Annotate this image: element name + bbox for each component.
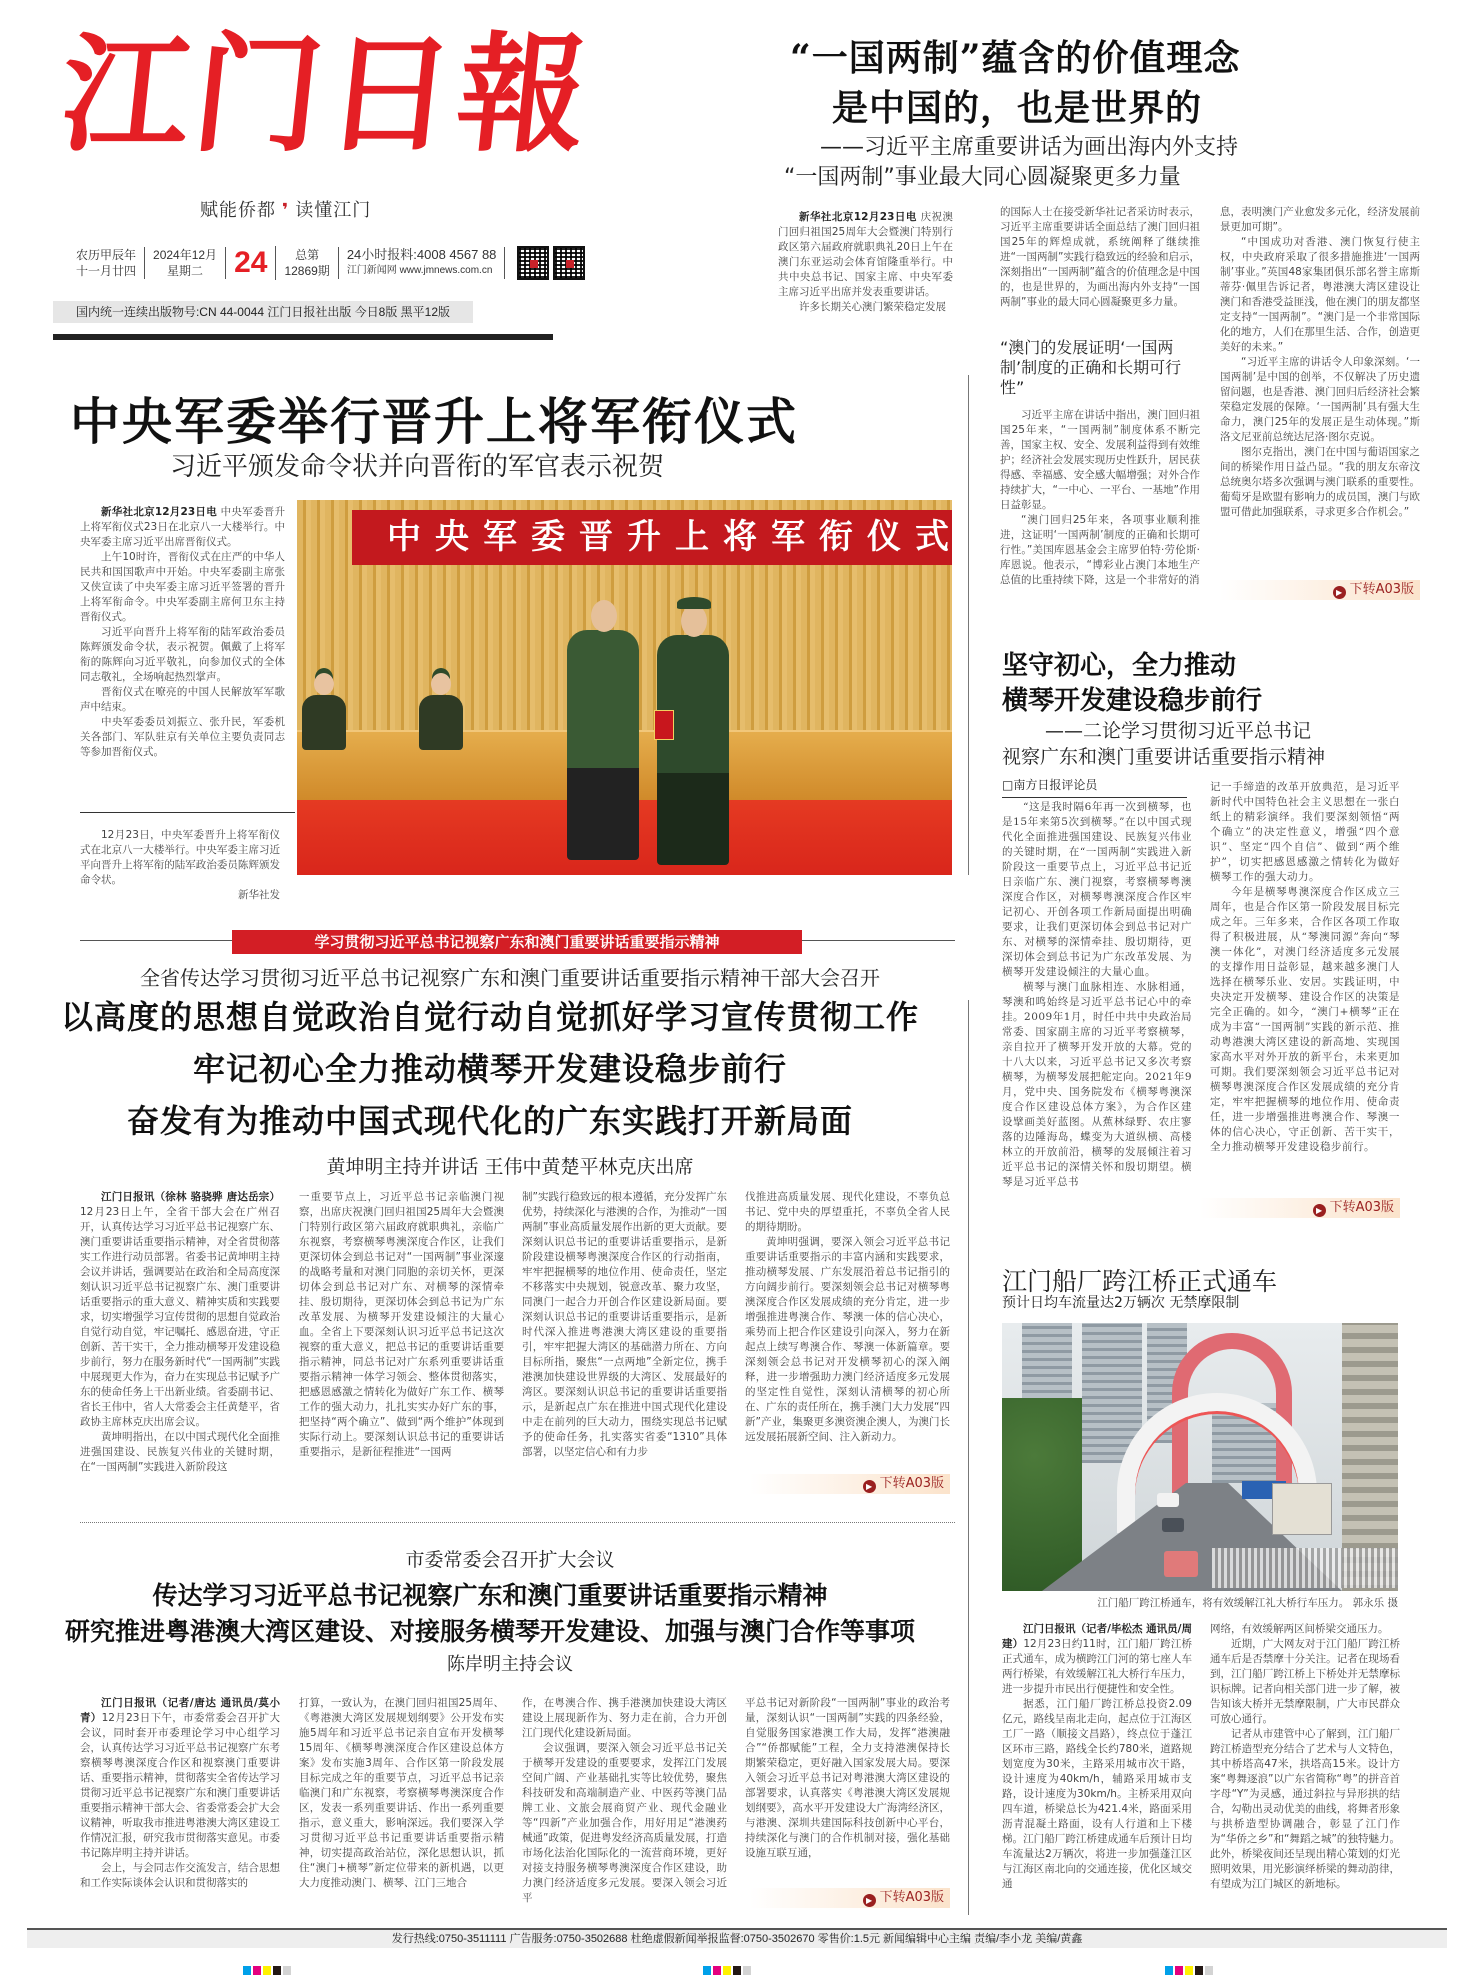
slogan-left: 赋能侨都 [200, 200, 276, 221]
city-pre-headline: 市委常委会召开扩大会议 [405, 1549, 615, 1571]
paragraph [778, 210, 953, 300]
continued-link[interactable] [750, 1888, 950, 1908]
main-headline: 中央军委举行晋升上将军衔仪式 [70, 392, 798, 451]
dateline: 江门日报讯（记者/唐达 通讯员/莫小青） [80, 1697, 280, 1724]
continued-label: 下转A03版 [1349, 582, 1414, 597]
seated-officer [419, 695, 463, 750]
continued-link[interactable] [750, 1474, 950, 1494]
paragraph: 网络，有效缓解两区间桥梁交通压力。 [1210, 1623, 1389, 1635]
contact-info [339, 247, 506, 279]
paragraph: 横琴与澳门血脉相连、水脉相通，琴澳和鸣始终是习近平总书记心中的牵挂。2009年1月，时任中共中央政治局常委、国家副主席的习近平考察横琴，亲自拉开了横琴开发开放的大幕。党的十八大以来，习近平总书记又多次考察横琴，为横琴发展把舵定向。2021年9月，党中央、国务院发布《横琴粤澳深度合作区建设总体方案》，为合作区建设擘画美好蓝图。从蕉林绿野、农庄寥落的边陲海岛，蝶变为大道纵横、高楼林立的开放前沿，横琴的发展倾注着习近平总书记的深情关怀和殷切期望。横琴是习近平总书 [1002, 981, 1192, 1188]
city-headline-1: 传达学习习近平总书记视察广东和澳门重要讲话重要指示精神 [152, 1581, 828, 1610]
magenta-swatch [713, 1966, 721, 1975]
editorial-subtitle-1: ——二论学习贯彻习近平总书记 [1045, 720, 1312, 742]
top-right-headline-2: 是中国的，也是世界的 [832, 87, 1203, 129]
paragraph: 习近平主席在讲话中指出，澳门回归祖国25年来，“一国两制”制度体系不断完善，国家主权、安全、发展利益得到有效维护；经济社会发展实现历史性跃升，居民获得感、幸福感、安全感大幅增强；对外合作持续扩大，“一中心、一平台、一基地”作用日益彰显。 [1000, 409, 1200, 511]
top-right-subhead-2: “一国两制”事业最大同心圆凝聚更多力量 [784, 165, 1181, 190]
slogan [200, 196, 371, 222]
slogan-right: 读懂江门 [295, 200, 372, 221]
top-right-col-1 [778, 210, 953, 315]
paragraph: “习近平主席的讲话令人印象深刻。‘一国两制’是中国的创举，不仅解决了历史遗留问题，也是香港、澳门回归后经济社会繁荣稳定发展的保障。‘一国两制’具有强大生命力，澳门25年的发展正是生动体现。”斯洛文尼亚前总统达尼洛·图尔克说。 [1220, 356, 1420, 443]
standing-officer [657, 635, 729, 865]
yellow-swatch [723, 1966, 731, 1975]
issue-value: 12869期 [284, 264, 330, 278]
paragraph: 图尔克指出，澳门在中国与葡语国家之间的桥梁作用日益凸显。“我的朋友东帝汶总统奥尔塔多次强调与澳门联系的重要性。葡萄牙是欧盟有影响力的成员国，澳门与欧盟可借此加强联系，寻求更多合作机会。” [1220, 446, 1420, 518]
continued-label: 下转A03版 [879, 1890, 944, 1905]
top-right-col-2b [1000, 408, 1200, 603]
city-headline-2: 研究推进粤港澳大湾区建设、对接服务横琴开发建设、加强与澳门合作等事项 [64, 1617, 915, 1646]
paragraph: 会上，与会同志作交流发言，结合思想和工作实际谈体会认识和贯彻落实的 [80, 1862, 280, 1889]
taxi [1164, 1551, 1198, 1577]
editorial-col-2 [1210, 780, 1400, 1155]
paragraph: 中央军委委员刘振立、张升民，军委机关各部门、军队驻京有关单位主要负责同志等参加晋衔仪式。 [80, 716, 285, 758]
paragraph: 晋衔仪式在嘹亮的中国人民解放军军歌声中结束。 [80, 686, 285, 713]
caption-text: 12月23日，中央军委晋升上将军衔仪式在北京八一大楼举行。中央军委主席习近平向晋升上将军衔的陆军政治委员陈辉颁发命令状。 [80, 829, 280, 886]
car [1162, 1518, 1184, 1532]
top-right-headline-1: “一国两制”蕴含的价值理念 [790, 37, 1241, 79]
main-story-body [80, 505, 285, 805]
editorial-title-1: 坚守初心，全力推动 [1002, 651, 1237, 681]
paragraph: 许多长期关心澳门繁荣稳定发展 [799, 301, 946, 313]
color-registration-marks [703, 1966, 751, 1975]
paragraph [80, 505, 285, 550]
dateline: 新华社北京12月23日电 [799, 211, 917, 223]
play-arrow-icon: ▶ [1313, 1204, 1326, 1217]
paragraph: 伐推进高质量发展、现代化建设，不辜负总书记、党中央的厚望重托，不辜负全省人民的期待期盼。 [745, 1191, 950, 1233]
masthead-logo: 江门日報 [54, 20, 598, 170]
dateline: 新华社北京12月23日电 [101, 506, 217, 518]
paragraph: 一重要节点上，习近平总书记亲临澳门视察，出席庆祝澳门回归祖国25周年大会暨澳门特别行政区第六届政府就职典礼，亲临广东视察，考察横琴粤澳深度合作区，让我们更深切体会到总书记对“一国两制”事业深邃的战略考量和对澳门同胞的亲切关怀，更深切体会到总书记对广东、对横琴的深情牵挂、殷切期待，更深切体会到总书记为广东改革发展、为横琴开发建设倾注的大量心血。全省上下要深刻认识习近平总书记这次视察的重大意义，把总书记的重要讲话重要指示精神，同总书记对广东系列重要讲话重要指示精神一体学习领会、整体贯彻落实，把感恩感激之情转化为做好广东工作、横琴工作的强大动力，扎扎实实办好广东的事，把坚持“两个确立”、做到“两个维护”体现到实际行动上。要深刻认识总书记的重要讲话重要指示，是新征程推进“一国两 [299, 1191, 504, 1458]
paragraph: 近期，广大网友对于江门船厂跨江桥通车后是否禁摩十分关注。记者在现场看到，江门船厂跨江桥上下桥处并无禁摩标识标牌。记者向相关部门进一步了解，被告知该大桥并无禁摩限制，广大市民群众可放心通行。 [1210, 1638, 1400, 1725]
section-band: 学习贯彻习近平总书记视察广东和澳门重要讲话重要指示精神 [232, 930, 802, 954]
province-col-4 [745, 1190, 950, 1460]
paragraph-text: 12月23日上午，全省干部大会在广州召开，认真传达学习习近平总书记视察广东、澳门重要讲话重要指示精神，对全省贯彻落实工作进行动员部署。省委书记黄坤明主持会议并讲话，强调要站在政治和全局高度深刻认识习近平总书记视察广东、澳门重要讲话重要指示的重大意义、精神实质和实践要求，切实增强学习宣传贯彻的思想自觉政治自觉行动自觉，牢记嘱托、感恩奋进，守正创新、苦干实干，全力推动横琴开发建设稳步前行，努力在服务新时代“一国两制”实践中展现更大作为，奋力在实现总书记赋予广东的使命任务上干出新业绩。省委副书记、省长王伟中，省人大常委会主任黄楚平，省政协主席林克庆出席会议。 [80, 1206, 280, 1428]
cyan-swatch [703, 1966, 711, 1975]
city-col-4 [745, 1696, 950, 1876]
province-subhead: 黄坤明主持并讲话 王伟中黄楚平林克庆出席 [326, 1156, 694, 1178]
column-divider [968, 1000, 969, 1915]
play-arrow-icon: ▶ [1333, 586, 1346, 599]
paragraph-text: 12月23日下午，市委常委会召开扩大会议，同时套开市委理论学习中心组学习会，认真传达学习习近平总书记视察广东考察横琴粤澳深度合作区和视察澳门重要讲话、重要指示精神，贯彻落实全省传达学习贯彻习近平总书记视察广东和澳门重要讲话重要指示精神干部大会、省委常委会扩大会议精神，听取我市推进粤港澳大湾区建设工作情况汇报，研究我市贯彻落实意见。市委书记陈岸明主持并讲话。 [80, 1712, 280, 1859]
magenta-swatch [253, 1966, 261, 1975]
dateline: 江门日报讯（徐林 骆骁骅 唐达岳宗） [101, 1191, 280, 1203]
top-right-col-3 [1220, 205, 1420, 600]
paragraph: 黄坤明指出，在以中国式现代化全面推进强国建设、民族复兴伟业的关键时期，在“一国两制”实践进入新阶段这 [80, 1431, 280, 1473]
grey-swatch [743, 1966, 751, 1975]
continued-link[interactable] [1220, 580, 1420, 600]
section-divider [80, 1522, 955, 1523]
bridge-headline: 江门船厂跨江桥正式通车 [1002, 1267, 1278, 1296]
cyan-swatch [1165, 1966, 1173, 1975]
hotline: 24小时报料:4008 4567 88 [346, 247, 497, 262]
play-arrow-icon: ▶ [863, 1894, 876, 1907]
lunar-date [68, 247, 145, 279]
paragraph [80, 1190, 280, 1430]
paragraph-text: 庆祝澳门回归祖国25周年大会暨澳门特别行政区第六届政府就职典礼20日上午在澳门东亚运动会体育馆隆重举行。中共中央总书记、国家主席、中央军委主席习近平出席并发表重要讲话。 [778, 211, 953, 298]
paragraph: 制”实践行稳致远的根本遵循，充分发挥广东优势，持续深化与港澳的合作，为推动“一国两制”事业高质量发展作出新的更大贡献。要深刻认识总书记的重要讲话重要指示，是新阶段建设横琴粤澳深度合作区的行动指南，牢牢把握横琴的地位作用、使命责任，坚定不移落实中央规划，锐意改革、聚力攻坚，同澳门一起合力开创合作区建设新局面。要深刻认识总书记的重要讲话重要指示，是新时代深入推进粤港澳大湾区建设的重要指引，牢牢把握大湾区的基础潜力所在、方向目标所指，聚焦“一点两地”全新定位，携手港澳加快建设世界级的大湾区、发展最好的湾区。要深刻认识总书记的重要讲话重要指示，是新起点广东在推进中国式现代化建设中走在前列的巨大动力，围绕实现总书记赋予的使命任务，扎实落实省委“1310”具体部署，以坚定信心和有力步 [522, 1191, 727, 1458]
gregorian-date [145, 247, 226, 279]
publication-info: 国内统一连续出版物号:CN 44-0044 江门日报社出版 今日8版 黑平12版 [53, 301, 473, 323]
truck [1272, 1483, 1332, 1535]
province-pre-headline: 全省传达学习贯彻习近平总书记视察广东和澳门重要讲话重要指示精神干部大会召开 [140, 966, 880, 990]
caption-divider [80, 812, 295, 813]
yellow-swatch [1185, 1966, 1193, 1975]
province-headline-2: 牢记初心全力推动横琴开发建设稳步前行 [192, 1050, 787, 1088]
cyan-swatch [243, 1966, 251, 1975]
paragraph: 记者从市建管中心了解到，江门船厂跨江桥造型充分结合了艺术与人文特色，其中桥塔高47米，拱塔高15米。设计方案“粤舞逐浪”以广东省简称“粤”的拼音首字母“Y”为灵感，通过斜拉与异形拱的结合，勾勒出灵动优美的曲线，将舞者形象与拱桥造型协调融合，彰显了江门作为“华侨之乡”和“舞蹈之城”的独特魅力。此外，桥梁夜间还呈现出精心策划的灯光照明效果，用光影演绎桥梁的舞动韵律，有望成为江门城区的新地标。 [1210, 1728, 1400, 1890]
black-swatch [273, 1966, 281, 1975]
footer-info: 发行热线:0750-3511111 广告服务:0750-3502688 杜绝虚假新闻举报监督:0750-3502670 零售价:1.5元 新闻编辑中心主编 责编/李小龙 美编/黄鑫 [27, 1930, 1447, 1948]
masthead-divider [53, 334, 553, 340]
top-right-col-2 [1000, 205, 1200, 335]
black-swatch [733, 1966, 741, 1975]
top-right-subhead-1: ——习近平主席重要讲话为画出海内外支持 [820, 135, 1239, 160]
magenta-swatch [1175, 1966, 1183, 1975]
continued-label: 下转A03版 [879, 1476, 944, 1491]
weekday: 星期二 [167, 264, 204, 278]
standing-figure [567, 630, 639, 860]
grey-swatch [283, 1966, 291, 1975]
bridge-col-2 [1210, 1622, 1400, 1912]
day-number: 24 [226, 246, 276, 280]
bridge-photo-caption: 江门船厂跨江桥通车，将有效缓解江礼大桥行车压力。 郭永乐 摄 [1097, 1597, 1398, 1609]
city-col-1 [80, 1696, 280, 1911]
lunar-year: 农历甲辰年 [76, 248, 137, 262]
slogan-mark-icon: ❜ [282, 200, 290, 221]
paragraph: 据悉，江门船厂跨江桥总投资2.09亿元，路线呈南北走向，起点位于江海区工厂一路（顺接文昌路），终点位于蓬江区环市三路，路线全长约780米，道路规划宽度为30米，主路采用城市次干路，设计速度为40km/h，辅路采用城市支路，设计速度为30km/h。主桥采用双向四车道，桥梁总长为421.4米，路面采用沥青混凝土路面，设有人行道和上下楼梯。江门船厂跨江桥建成通车后预计日均车流量达2万辆次，将进一步加强蓬江区与江海区南北向的交通连接，优化区域交通 [1002, 1698, 1192, 1890]
paragraph [80, 1696, 280, 1861]
paragraph: 会议强调，要深入领会习近平总书记关于横琴开发建设的重要要求，发挥江门发展空间广阔、产业基础扎实等比较优势，聚焦科技研发和高端制造产业、中医药等澳门品牌工业、文旅会展商贸产业、现代金融业等“四新”产业加强合作，用好用足“港澳药械通”政策，促进粤发经济高质量发展，打造市场化法治化国际化的一流营商环境，更好对接支持服务横琴粤澳深度合作区建设，助力澳门经济适度多元发展。要深入领会习近平 [522, 1742, 727, 1904]
date-info-bar [68, 245, 593, 281]
qr-code-icon[interactable] [517, 246, 549, 280]
dateline: 江门日报讯（记者/毕松杰 通讯员/周建） [1002, 1623, 1192, 1650]
lunar-day: 十一月廿四 [76, 264, 137, 278]
paragraph: “这是我时隔6年再一次到横琴，也是15年来第5次到横琴。”在以中国式现代化全面推进强国建设、民族复兴伟业的关键时期，在“一国两制”实践进入新阶段这一重要节点上，习近平总书记近日亲临广东、澳门视察，考察横琴粤澳深度合作区，对横琴粤澳深度合作区牢记初心、开创各项工作新局面提出明确要求，让我们更深切体会到总书记对广东、对横琴的深情牵挂、殷切期待，更深切体会到总书记为广东改革发展、为横琴开发建设倾注的大量心血。 [1002, 801, 1192, 978]
quote-subhead: “澳门的发展证明‘一国两制’制度的正确和长期可行性” [1000, 338, 1182, 397]
year-month: 2024年12月 [153, 248, 218, 262]
paragraph-text: 中央军委晋升上将军衔仪式23日在北京八一大楼举行。中央军委主席习近平出席晋衔仪式。 [80, 506, 286, 548]
play-arrow-icon: ▶ [863, 1480, 876, 1493]
qr-code-icon[interactable] [553, 246, 585, 280]
paragraph: 作，在粤澳合作、携手港澳加快建设大湾区建设上展现新作为、努力走在前，合力开创江门现代化建设新局面。 [522, 1697, 727, 1739]
qr-codes [505, 246, 593, 280]
paragraph: 黄坤明强调，要深入领会习近平总书记重要讲话重要指示的丰富内涵和实践要求，推动横琴发展、广东发展沿着总书记指引的方向阔步前行。要深刻领会总书记对横琴粤澳深度合作区发展成绩的充分肯定，进一步增强推进粤澳合作、琴澳一体的信心决心，乘势而上把合作区建设引向深入，努力在新起点上续写粤澳合作、琴澳一体新篇章。要深刻领会总书记对开发横琴初心的深入阐释，进一步增强助力澳门经济适度多元发展的坚定性自觉性，深刻认清横琴的初心所在、广东的责任所在，携手澳门大力发展“四新”产业，集聚更多澳资澳企澳人，为澳门长远发展拓展新空间、注入新动力。 [745, 1236, 950, 1443]
car [1157, 1493, 1179, 1507]
bridge-subhead: 预计日均车流量达2万辆次 无禁摩限制 [1002, 1295, 1240, 1311]
paragraph: 打算，一致认为，在澳门回归祖国25周年、《粤港澳大湾区发展规划纲要》公开发布实施5周年和习近平总书记亲自宣布开发横琴15周年、《横琴粤澳深度合作区建设总体方案》发布实施3周年、合作区第一阶段发展目标完成之年的重要节点，习近平总书记亲临澳门和广东视察，考察横琴粤澳深度合作区，发表一系列重要讲话、作出一系列重要指示，意义重大，影响深远。我们要深入学习贯彻习近平总书记重要讲话重要指示精神，切实提高政治站位，深化思想认识，抓住“澳门+横琴”新定位带来的新机遇，以更大力度推动澳门、横琴、江门三地合 [299, 1697, 504, 1889]
city-col-2 [299, 1696, 504, 1911]
black-swatch [1195, 1966, 1203, 1975]
photo-caption [80, 828, 280, 903]
editorial-byline: □南方日报评论员 [1002, 776, 1187, 798]
editorial-col-1 [1002, 800, 1192, 1188]
grey-swatch [1205, 1966, 1213, 1975]
column-divider [968, 375, 969, 875]
paragraph: “中国成功对香港、澳门恢复行使主权，中央政府采取了很多措施推进‘一国两制’事业。”英国48家集团俱乐部名誉主席斯蒂芬·佩里告诉记者，粤港澳大湾区建设让澳门和香港受益匪浅，他在澳门的朋友都坚定支持“一国两制”。“澳门是一个非常国际化的地方，人们在那里生活、合作，创造更美好的未来。” [1220, 236, 1420, 353]
paragraph [1002, 1622, 1192, 1697]
issue-number [276, 247, 338, 279]
continued-link[interactable] [1200, 1198, 1400, 1218]
continued-label: 下转A03版 [1329, 1200, 1394, 1215]
color-registration-marks [1165, 1966, 1213, 1975]
paragraph: 息，表明澳门产业愈发多元化，经济发展前景更加可期”。 [1220, 206, 1420, 233]
province-col-3 [522, 1190, 727, 1505]
photo-credit: 新华社发 [238, 889, 280, 901]
guard-rail [1212, 1548, 1398, 1588]
issue-label: 总第 [295, 248, 320, 262]
main-subhead: 习近平颁发命令状并向晋衔的军官表示祝贺 [170, 452, 665, 482]
paragraph: 平总书记对新阶段“一国两制”事业的政治考量，深刻认识“一国两制”实践的四条经验，自觉服务国家港澳工作大局，发挥“港澳融合”“侨都赋能”工程，全力支持港澳保持长期繁荣稳定，更好融入国家发展大局。要深入领会习近平总书记对粤港澳大湾区建设的部署要求，认真落实《粤港澳大湾区发展规划纲要》，高水平开发建设大广海湾经济区，与港澳、深圳共建国际科技创新中心平台，持续深化与澳门的合作机制对接，强化基础设施互联互通， [745, 1697, 950, 1859]
bridge-col-1 [1002, 1622, 1192, 1912]
province-headline-1: 以高度的思想自觉政治自觉行动自觉抓好学习宣传贯彻工作 [60, 998, 919, 1036]
ceremony-photo[interactable] [297, 500, 963, 875]
seated-officer [302, 695, 346, 750]
certificate [654, 710, 674, 740]
paragraph: 的国际人士在接受新华社记者采访时表示，习近平主席重要讲话全面总结了澳门回归祖国25年的辉煌成就，系统阐释了继续推进“一国两制”实践行稳致远的经验和启示，深刻指出“一国两制”蕴含的价值理念是中国的，也是世界的，为画出海内外支持“一国两制”事业的最大同心圆凝聚更多力量。 [1000, 206, 1200, 308]
city-subhead: 陈岸明主持会议 [447, 1654, 573, 1675]
color-registration-marks [243, 1966, 291, 1975]
province-col-2 [299, 1190, 504, 1505]
editorial-title-2: 横琴开发建设稳步前行 [1002, 686, 1263, 716]
website-link[interactable]: 江门新闻网 www.jmnews.com.cn [346, 265, 493, 276]
city-col-3 [522, 1696, 727, 1911]
photo-banner: 中央军委晋升上将军衔仪式 [352, 510, 952, 565]
trees [1002, 1398, 1082, 1591]
province-col-1 [80, 1190, 280, 1505]
paragraph: 上午10时许，晋衔仪式在庄严的中华人民共和国国歌声中开始。中央军委副主席张又侠宣读了中央军委主席习近平签署的晋升上将军衔命令。中央军委副主席何卫东主持晋衔仪式。 [80, 551, 285, 623]
yellow-swatch [263, 1966, 271, 1975]
bridge-photo[interactable] [1002, 1323, 1398, 1591]
editorial-subtitle-2: 视察广东和澳门重要讲话重要指示精神 [1002, 746, 1326, 768]
paragraph: 习近平向晋升上将军衔的陆军政治委员陈辉颁发命令状，表示祝贺。佩戴了上将军衔的陈辉向习近平敬礼，向参加仪式的全体同志敬礼，全场响起热烈掌声。 [80, 626, 285, 683]
paragraph: “澳门回归25年来，各项事业顺利推进，这证明‘一国两制’制度的正确和长期可行性。”美国库恩基金会主席罗伯特·劳伦斯·库恩说。他表示，“博彩业占澳门本地生产总值的比重持续下降，这是一个非常好的消 [1000, 514, 1200, 586]
paragraph: 今年是横琴粤澳深度合作区成立三周年，也是合作区第一阶段发展目标完成之年。三年多来，合作区各项工作取得了积极进展，从“琴澳同源”奔向“琴澳一体化”，对澳门经济适度多元发展的支撑作用日益彰显，越来越多澳门人选择在横琴乐业、安居。实践证明，中央决定开发横琴、建设合作区的决策是完全正确的。如今，“澳门+横琴”正在成为丰富“一国两制”实践的新示范、推动粤港澳大湾区建设的新高地、实现国家高水平对外开放的新平台，未来更加可期。我们要深刻领会习近平总书记对横琴粤澳深度合作区发展成绩的充分肯定，牢牢把握横琴的地位作用、使命责任，进一步增强推进粤澳合作、琴澳一体的信心决心，守正创新、苦干实干，全力推动横琴开发建设稳步前行。 [1210, 886, 1400, 1153]
paragraph: 记一手缔造的改革开放典范，是习近平新时代中国特色社会主义思想在一张白纸上的精彩演绎。我们要深刻领悟“两个确立”的决定性意义，增强“四个意识”、坚定“四个自信”、做到“两个维护”，切实把感恩感激之情转化为做好横琴工作的强大动力。 [1210, 781, 1400, 883]
paragraph-text: 12月23日约11时，江门船厂跨江桥正式通车，成为横跨江门河的第七座人车两行桥梁，有效缓解江礼大桥行车压力，进一步提升市民出行便捷性和安全性。 [1002, 1638, 1192, 1695]
province-headline-3: 奋发有为推动中国式现代化的广东实践打开新局面 [126, 1102, 853, 1140]
